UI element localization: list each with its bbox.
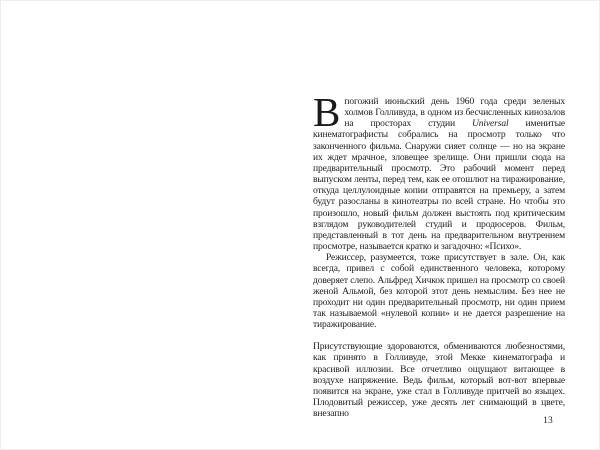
paragraph-3: Присутствующие здороваются, обмениваются любезностями, как принято в Голливуде, этой Мекке кинематографа и красивой иллюзии. Все отчетливо ощущают витающее в воздухе напряжение. Ведь фильм, который вот-вот впервые появится на экране, уже стал в Голливуде притчей во языцех. Плодовитый режиссер, уже десять лет снимающий в цвете, внезапно bbox=[313, 341, 565, 420]
dropcap-letter: В bbox=[313, 89, 341, 135]
paragraph-2: Режиссер, разумеется, тоже присутствует в зале. Он, как всегда, привел с собой единственного человека, которому доверяет слепо. Альфред Хичкок пришел на просмотр со своей женой Альмой, без которой этот день немыслим. Без нее не проходит ни один предварительный просмотр, ни один прием так называемой «нулевой копии» и не дается разрешение на тиражирование. bbox=[313, 252, 565, 331]
paragraph-1-text-before: погожий июньский день 1960 года среди зеленых холмов Голливуда, в одном из бесчисленных кинозалов на просторах студии bbox=[344, 96, 565, 130]
studio-name-italic: Universal bbox=[472, 118, 509, 130]
page-text-column bbox=[313, 89, 565, 420]
page-number: 13 bbox=[543, 416, 553, 426]
paragraph-1-text-after: именитые кинематографисты собрались на просмотр только что законченного фильма. Снаружи сияет солнце — но на экране их ждет мрачное, зловещее зрелище. Они пришли сюда на предварительный просмотр. Это рабочий момент перед выпуском ленты, перед тем, как ее отошлют на тиражирование, откуда целлулоидные копии отправятся на премьеру, а затем будут разосланы в кинотеатры по всей стране. Но чтобы это произошло, новый фильм должен выстоять под критическим взглядом руководителей студий и продюсеров. Фильм, представленный в тот день на предварительном внутреннем просмотре, называется кратко и загадочно: «Психо». bbox=[313, 118, 565, 253]
paragraph-1 bbox=[313, 89, 565, 253]
